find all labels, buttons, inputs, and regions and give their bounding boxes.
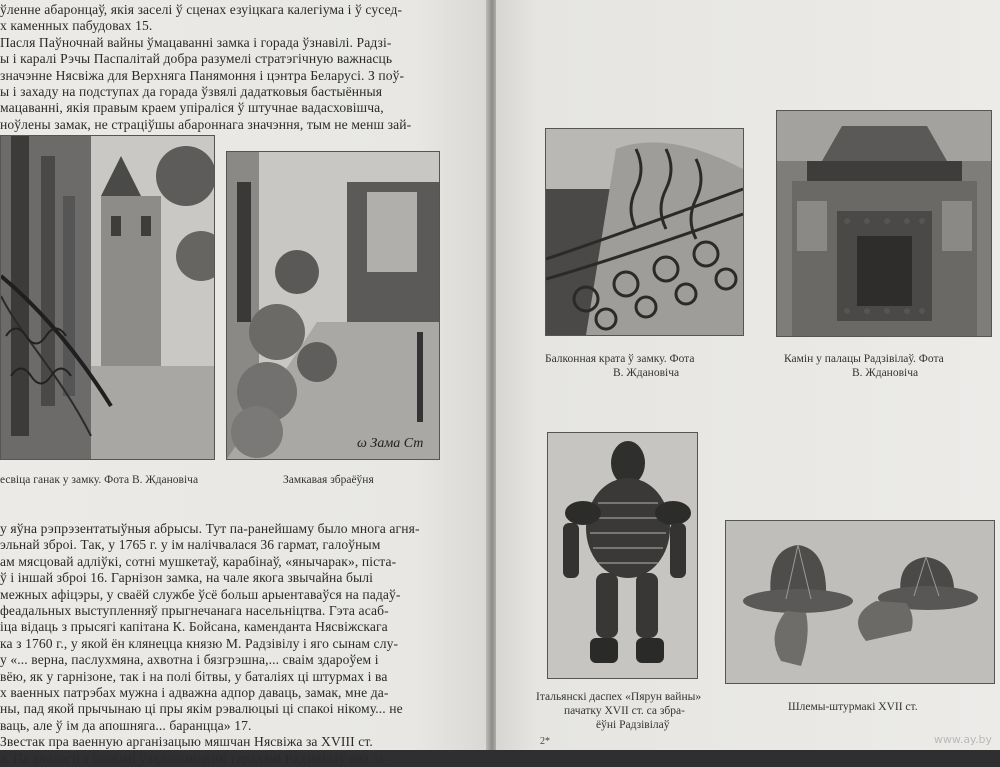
fireplace-photo <box>776 110 992 337</box>
balcony-grille-photo <box>545 128 744 336</box>
photo-signature: ω Зама Ст <box>357 436 424 451</box>
caption-line: Балконная крата ў замку. Фота <box>545 353 695 365</box>
text-line: іца відаць з прысягі капітана К. Бойсана, каменданта Нясвіжскага <box>0 619 388 635</box>
page-number: 2* <box>540 736 550 747</box>
porch-photo-image <box>1 136 214 459</box>
text-line: ка з 1760 г., у якой ён клянецца князю М. Радзівілу і яго сынам слу- <box>0 635 399 651</box>
armour-caption <box>536 690 701 732</box>
armoury-photo-caption: Замкавая збраёўня <box>283 474 374 486</box>
armour-photo <box>547 432 698 679</box>
bottom-paragraph <box>0 521 482 767</box>
text-line: а. Па аналогіі з іншымі ўладальніцкімі гарадамі Радзівілаў яна за- <box>0 750 389 766</box>
helmets-photo-image <box>726 521 994 683</box>
caption-line: Італьянскі даспех «Пярун вайны» <box>536 691 702 703</box>
text-line: ўленне абаронцаў, якія заселі ў сценах езуіцкага калегіума і ў сусед- <box>0 2 403 17</box>
caption-line: В. Ждановіча <box>852 367 919 379</box>
text-line: эльнай зброі. Так, у 1765 г. у ім налічвалася 36 гармат, галоўным <box>0 537 381 553</box>
top-paragraph <box>0 2 482 133</box>
balcony-grille-image <box>546 129 743 335</box>
text-line: х ваенных патрэбах мужна і адважна адпор даваць, замак, мне да- <box>0 685 389 701</box>
text-line: ы і захаду на подступах да горада ўзвялі дадатковыя бастыённыя <box>0 84 383 100</box>
caption-line: В. Ждановіча <box>613 367 680 379</box>
caption-line: Камін у палацы Радзівілаў. Фота <box>784 353 944 365</box>
left-page <box>0 0 488 766</box>
text-line: ноўлены замак, не страціўшы абароннага значэння, тым не менш зай- <box>0 116 412 132</box>
armour-photo-image <box>548 433 697 678</box>
balcony-grille-caption <box>545 352 694 380</box>
text-line: феадальных выступленняў прыгнечанага насельніцтва. Гэта асаб- <box>0 603 389 619</box>
text-line: ваць, але ў ім да апошняга... баранцца» 17. <box>0 717 252 733</box>
text-line: мацаванні, якія правым краем упіраліся ў штучнае вадасховішча, <box>0 100 384 116</box>
porch-photo-caption: есвіца ганак у замку. Фота В. Ждановіча <box>0 474 199 486</box>
armoury-photo-image <box>227 152 439 459</box>
right-page <box>496 0 1000 750</box>
text-line: х каменных пабудовах 15. <box>0 18 153 34</box>
text-line: значэнне Нясвіжа для Верхняга Панямоння і цэнтра Беларусі. З поў- <box>0 67 405 83</box>
porch-photo <box>0 135 215 460</box>
text-line: у яўна рэпрэзентатыўныя абрысы. Тут па-ранейшаму было многа агня- <box>0 521 420 536</box>
text-line: ы і каралі Рэчы Паспалітай добра разумелі стратэгічную важнасць <box>0 51 393 67</box>
text-line: Пасля Паўночнай вайны ўмацаванні замка і горада ўзнавілі. Радзі- <box>0 34 392 50</box>
text-line: ў і іншай зброі 16. Гарнізон замка, на чале якога звычайна былі <box>0 570 374 586</box>
fireplace-photo-image <box>777 111 991 336</box>
armoury-photo <box>226 151 440 460</box>
text-line: вёю, як у гарнізоне, так і на полі бітвы, у баталіях ці штурмах і ва <box>0 668 388 684</box>
caption-line: пачатку XVII ст. са збра- <box>564 705 685 717</box>
caption-line: ёўні Радзівілаў <box>596 719 670 731</box>
helmets-caption: Шлемы-штурмакі XVII ст. <box>788 701 918 713</box>
watermark: www.ay.by <box>933 733 992 746</box>
text-line: Звестак пра ваенную арганізацыю мяшчан Нясвіжа за XVIII ст. <box>0 734 373 750</box>
helmets-photo <box>725 520 995 684</box>
text-line: межных афіцэры, у сваёй службе ўсё больш арыентаваўся на падаў- <box>0 586 401 602</box>
text-line: ны, пад якой прычынаю ці пры якім рэвалюцыі ці спакоі нікому... не <box>0 701 403 717</box>
fireplace-caption <box>784 352 944 380</box>
text-line: ам мясцовай адліўкі, сотні мушкетаў, карабінаў, «янычарак», пiста- <box>0 553 397 569</box>
text-line: у «... верна, паслухмяна, ахвотна і бязгрэшна,... сваім здароўем і <box>0 652 379 668</box>
